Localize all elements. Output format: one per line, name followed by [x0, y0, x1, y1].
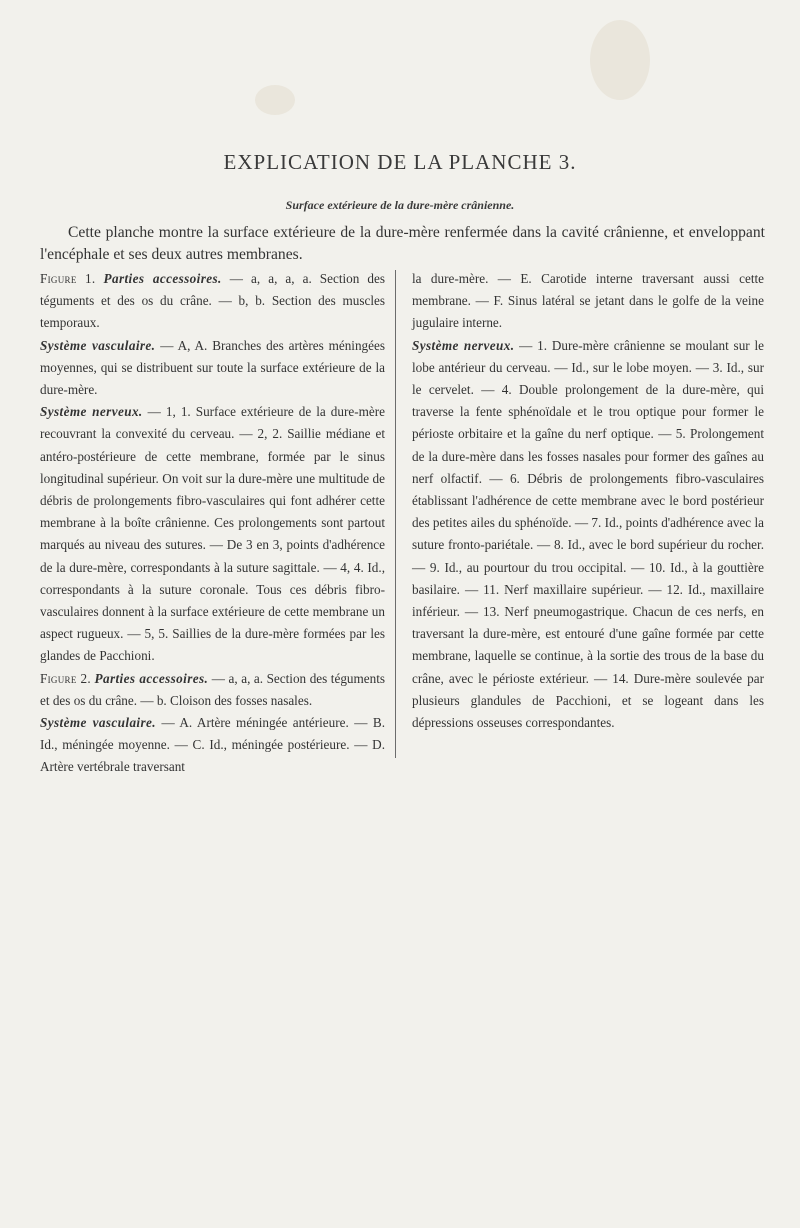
paper-stain — [255, 85, 295, 115]
section-heading: Système vasculaire. — [40, 715, 156, 731]
section-heading: Parties accessoires. — [94, 670, 209, 686]
section-text: — 1. Dure-mère crânienne se moulant sur le lobe antérieur du cerveau. — Id., sur le lobe moyen. — 3. Id., sur le cervelet. — 4. Double prolongement de la dure-mère, qui traverse la fente sphénoïdale et le trou optique pour former le périoste orbitaire et la gaîne du nerf optique. — 5. Prolongement de la dure-mère dans les fosses nasales pour former des gaînes au nerf olfactif. — 6. Débris de prolongements fibro-vasculaires établissant l'adhérence de cette membrane avec le bord postérieur des petites ailes du sphénoïde. — 7. Id., points d'adhérence avec la suture fronto-pariétale. — 8. Id., avec le bord supérieur du rocher. — 9. Id., au pourtour du trou occipital. — 10. Id., à la gouttière basilaire. — 11. Nerf maxillaire supérieur. — 12. Id., maxillaire inférieur. — 13. Nerf pneumogastrique. Chacun de ces nerfs, en traversant la dure-mère, est entouré d'une gaîne formée par cette membrane, laquelle se continue, à la sortie des trous de la base du crâne, avec le périoste extérieur. — 14. Dure-mère soulevée par plusieurs glandules de Pacchioni, et se logeant dans les dépressions osseuses correspondantes. — [412, 337, 764, 731]
section-text: — 1, 1. Surface extérieure de la dure-mère recouvrant la convexité du cerveau. — 2, 2. Saillie médiane et antéro-postérieure de cette membrane, formée par le sinus longitudinal supérieur. On voit sur la dure-mère une multitude de débris de prolongements fibro-vasculaires qui font adhérer cette membrane à la boîte crânienne. Ces prolongements sont partout marqués au niveau des sutures. — De 3 en 3, points d'adhérence de la dure-mère, correspondants à la suture sagittale. — 4, 4. Id., correspondants à la suture coronale. Tous ces débris fibro-vasculaires donnent à la surface extérieure de cette membrane un aspect rugueux. — 5, 5. Saillies de la dure-mère formées par les glandes de Pacchioni. — [40, 404, 385, 664]
page-subtitle: Surface extérieure de la dure-mère crânienne. — [285, 198, 515, 212]
figure-2-paragraph-a — [40, 668, 385, 712]
paper-stain — [590, 20, 650, 100]
column-divider — [395, 270, 396, 758]
figure-2-label: Figure 2. — [40, 670, 91, 686]
figure-2-paragraph-b — [40, 712, 385, 779]
section-text: — A. Artère méningée antérieure. — B. Id., méningée moyenne. — C. Id., méningée postérieure. — D. Artère vertébrale traversant — [40, 715, 385, 775]
figure-1-paragraph-b — [40, 335, 385, 402]
figure-1-label: Figure 1. — [40, 271, 96, 286]
section-heading: Système vasculaire. — [40, 337, 156, 353]
figure-2-paragraph-d — [412, 335, 764, 735]
section-text: — a, a, a. Section des téguments et des os du crâne. — b. Cloison des fosses nasales. — [40, 670, 386, 708]
section-heading: Parties accessoires. — [103, 271, 222, 286]
section-text: — a, a, a, a. Section des téguments et des os du crâne. — b, b. Section des muscles temporaux. — [40, 271, 385, 331]
figure-2-paragraph-c — [412, 268, 764, 335]
section-heading: Système nerveux. — [40, 404, 143, 420]
figure-1-paragraph-c — [40, 401, 385, 667]
intro-paragraph: Cette planche montre la surface extérieure de la dure-mère renfermée dans la cavité crânienne, et enveloppant l'encéphale et ses deux autres membranes. — [40, 224, 765, 263]
page-title: EXPLICATION DE LA PLANCHE 3. — [223, 150, 577, 174]
section-heading: Système nerveux. — [412, 337, 515, 353]
section-text: la dure-mère. — E. Carotide interne traversant aussi cette membrane. — F. Sinus latéral se jetant dans le golfe de la veine jugulaire interne. — [412, 271, 764, 331]
section-text: — A, A. Branches des artères méningées moyennes, qui se distribuent sur toute la surface extérieure de la dure-mère. — [40, 337, 385, 398]
left-column — [40, 268, 385, 779]
right-column — [412, 268, 764, 734]
figure-1-paragraph-a — [40, 268, 385, 335]
